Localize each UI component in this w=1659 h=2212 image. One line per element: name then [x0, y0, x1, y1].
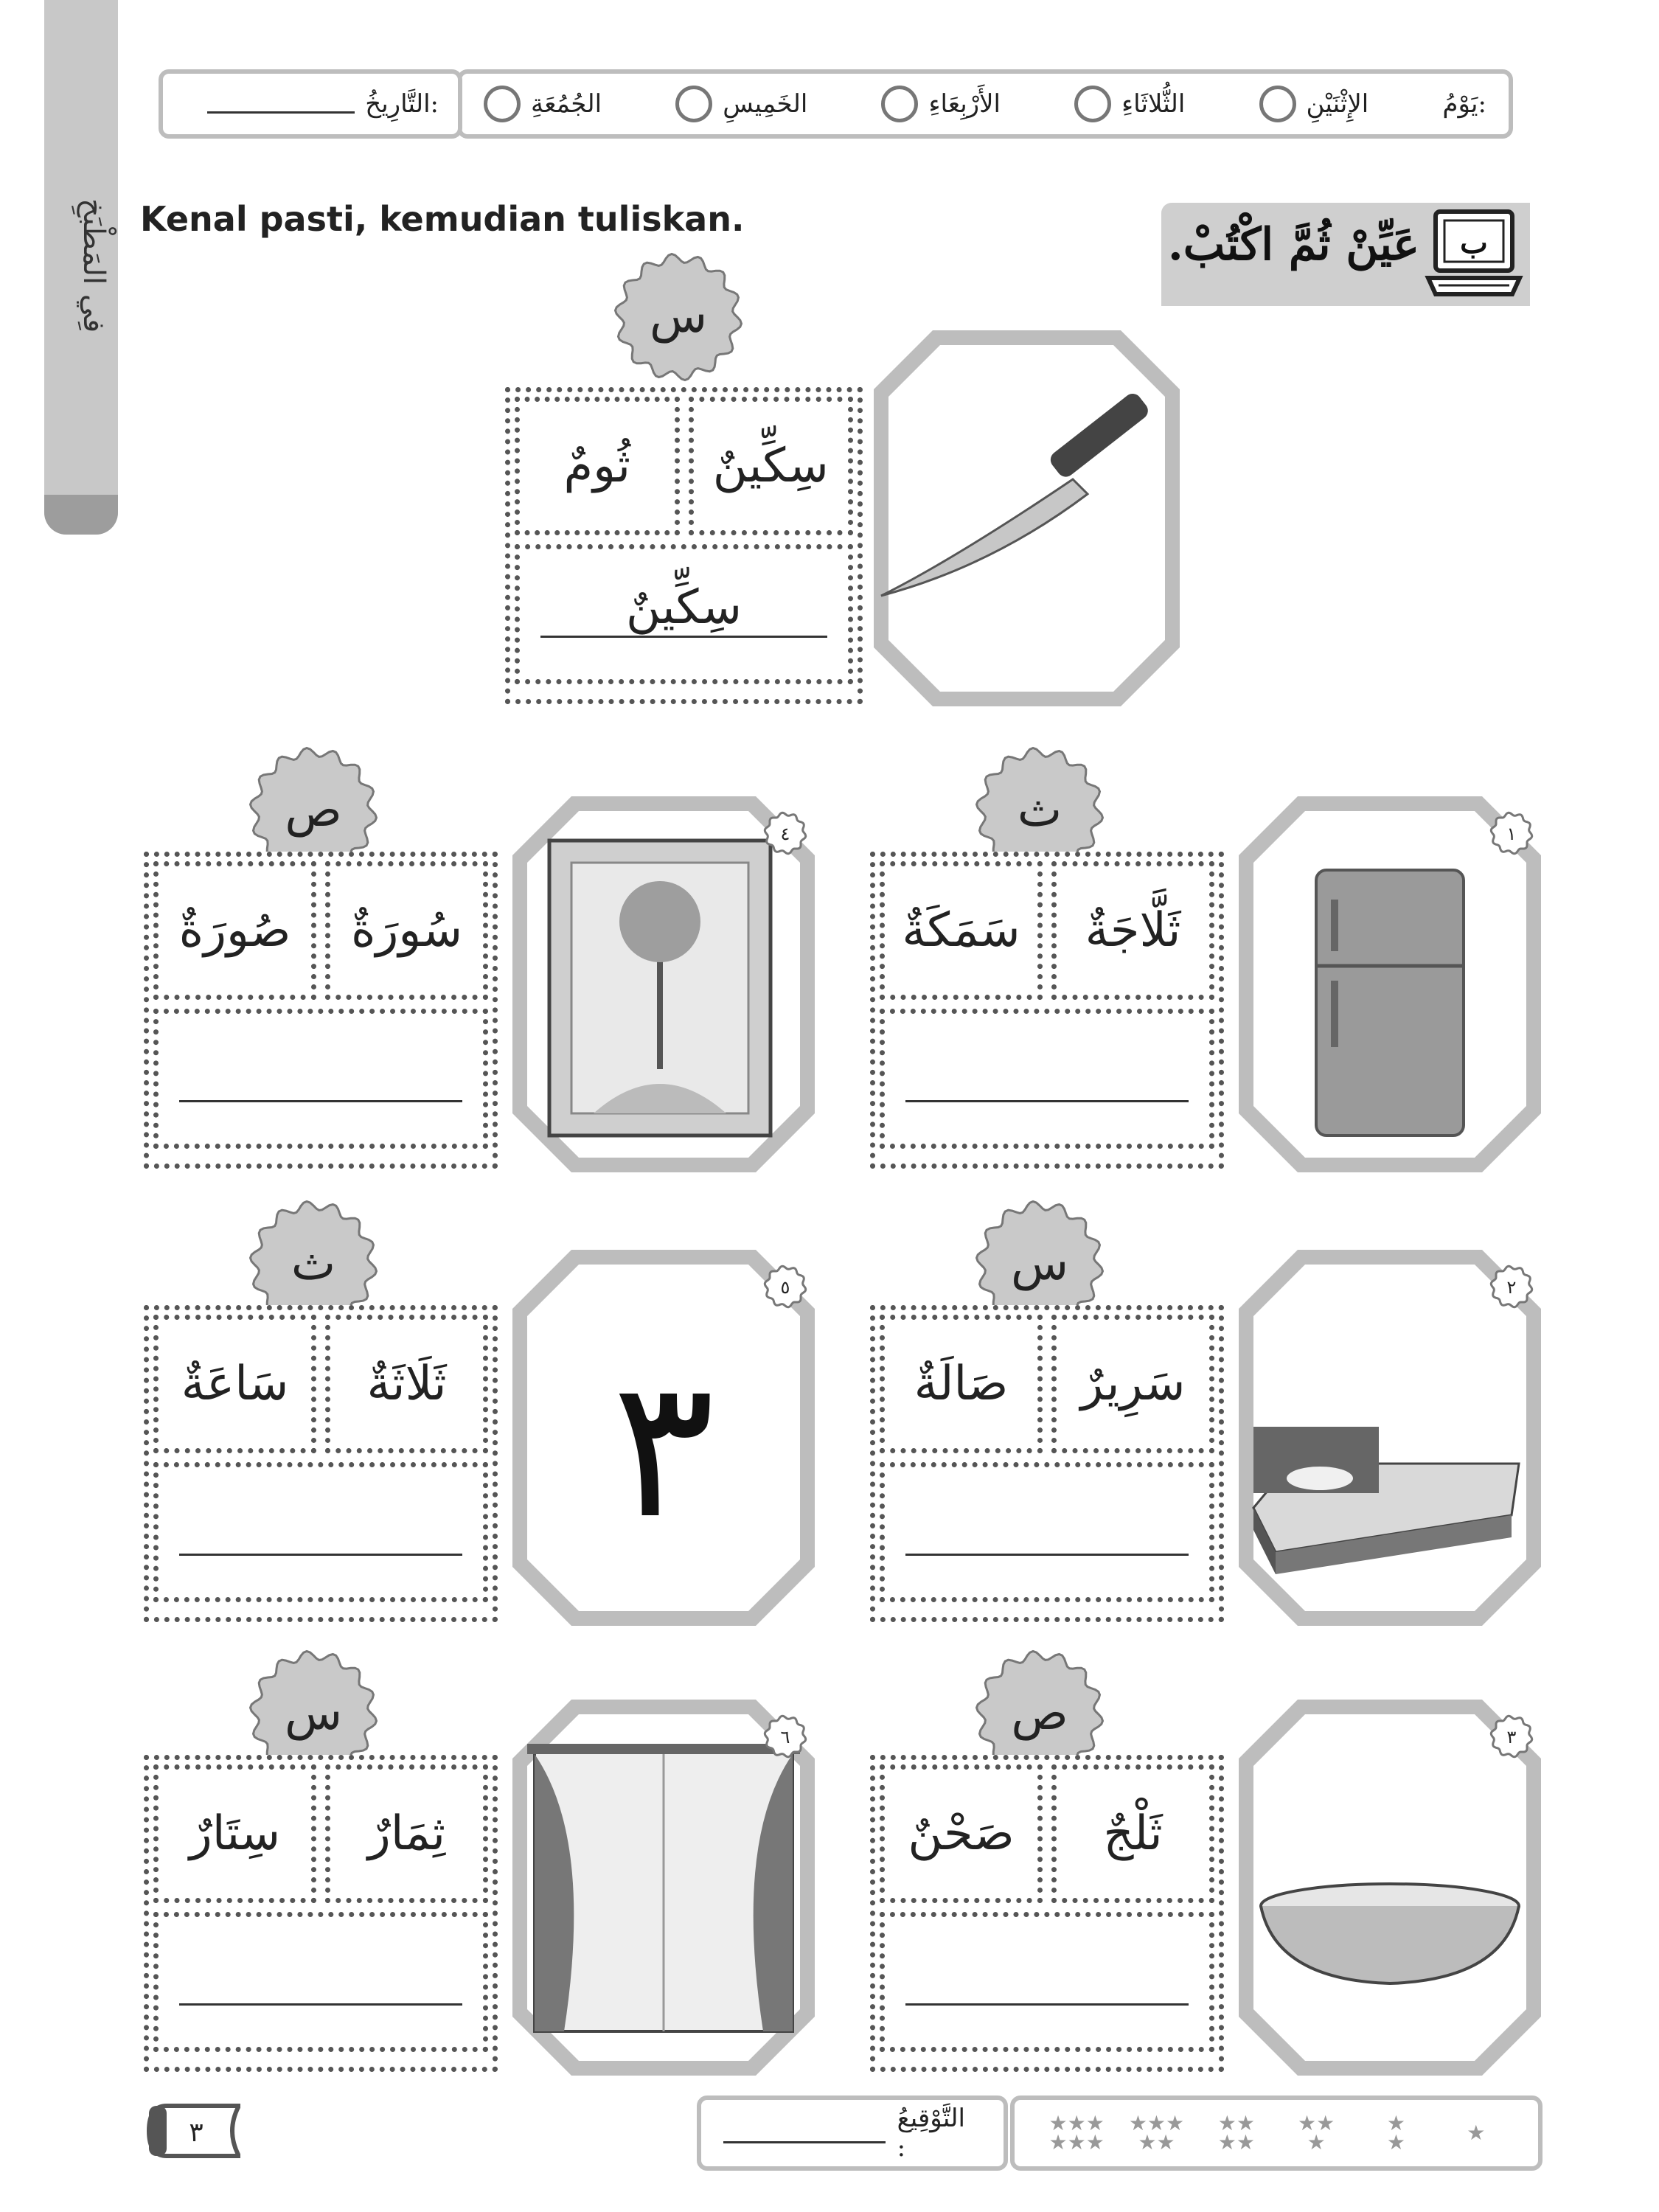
word-choice-2[interactable]: سَاعَةٌ	[153, 1315, 316, 1453]
radio-icon[interactable]	[1074, 86, 1111, 122]
target-letter: س	[284, 1686, 343, 1741]
page-number: ٣	[189, 2118, 204, 2148]
section-letter: ب	[1460, 226, 1488, 260]
item-number: ٦	[780, 1727, 790, 1747]
date-label: التَّارِيخُ:	[365, 89, 439, 119]
svg-text:س: س	[649, 289, 708, 344]
picture-frame	[1231, 789, 1548, 1180]
picture-frame	[505, 1242, 822, 1633]
word-box	[144, 1755, 498, 2072]
radio-icon[interactable]	[1259, 86, 1296, 122]
example-choice-2[interactable]: ثُومٌ	[515, 397, 680, 535]
answer-field[interactable]	[880, 1009, 1214, 1149]
day-option-wednesday[interactable]: الأَرْبِعَاءِ	[881, 86, 1000, 122]
word-choice-2[interactable]: صُورَةٌ	[153, 861, 316, 1000]
star-group-4[interactable]: ★★ ★★	[1217, 2111, 1255, 2154]
item-number: ١	[1506, 824, 1517, 844]
target-letter: ث	[291, 1237, 336, 1291]
target-letter: ص	[1011, 1686, 1068, 1741]
laptop-icon	[1424, 207, 1524, 300]
signature-label: التَّوْقِيعُ :	[897, 2104, 965, 2163]
curtain-icon	[527, 1744, 800, 2031]
picture-frame	[1231, 1242, 1548, 1633]
word-choice-1[interactable]: ثَلَّاجَةٌ	[1051, 861, 1214, 1000]
target-letter: ص	[285, 783, 342, 838]
example-picture-frame	[866, 323, 1051, 662]
numeral-three-text: ٣	[612, 1338, 715, 1561]
chapter-title: فِي المَطْبَخِ	[77, 198, 111, 333]
star-group-1[interactable]: ★	[1467, 2121, 1486, 2145]
signature-box	[697, 2096, 1008, 2171]
radio-icon[interactable]	[675, 86, 712, 122]
answer-field[interactable]	[153, 1912, 488, 2052]
side-tab	[44, 0, 118, 535]
item-number: ٢	[1506, 1277, 1517, 1298]
instruction-arabic: عَيِّنْ ثُمَّ اكْتُبْ.	[1167, 219, 1419, 271]
word-box	[144, 1305, 498, 1622]
word-choice-2[interactable]: سَمَكَةٌ	[880, 861, 1043, 1000]
answer-field[interactable]	[153, 1462, 488, 1602]
word-choice-2[interactable]: سِتَارٌ	[153, 1764, 316, 1903]
picture-frame	[505, 1692, 822, 2083]
day-option-friday[interactable]: الجُمُعَةِ	[484, 86, 602, 122]
example-answer: سِكِّينٌ	[626, 580, 742, 635]
star-group-5[interactable]: ★★★ ★★	[1128, 2111, 1185, 2154]
refrigerator-icon	[1316, 870, 1464, 1135]
day-option-tuesday[interactable]: الثُّلاثَاءِ	[1074, 86, 1185, 122]
target-letter: ث	[1017, 783, 1062, 838]
star-group-6[interactable]: ★★★ ★★★	[1048, 2111, 1105, 2154]
item-number: ٤	[780, 824, 790, 844]
word-choice-1[interactable]: سَرِيرٌ	[1051, 1315, 1214, 1453]
instruction-bar	[1161, 203, 1530, 306]
word-box	[144, 852, 498, 1169]
side-tab-strip	[44, 495, 118, 535]
date-field[interactable]	[207, 111, 355, 114]
instruction-latin: Kenal pasti, kemudian tuliskan.	[140, 199, 745, 239]
word-choice-2[interactable]: صَحْنٌ	[880, 1764, 1043, 1903]
example-choice-1[interactable]: سِكِّينٌ	[689, 397, 854, 535]
word-box	[870, 1305, 1224, 1622]
target-letter: س	[1010, 1237, 1069, 1291]
date-box	[159, 69, 462, 139]
day-label: يَوْمُ:	[1442, 89, 1486, 119]
page-number-tab	[145, 2101, 240, 2160]
word-choice-1[interactable]: ثَلْجٌ	[1051, 1764, 1214, 1903]
answer-field[interactable]	[153, 1009, 488, 1149]
word-box	[870, 852, 1224, 1169]
day-option-thursday[interactable]: الخَمِيسِ	[675, 86, 807, 122]
picture-frame	[1231, 1692, 1548, 2083]
framed-painting-icon	[549, 841, 771, 1135]
day-selector	[457, 69, 1513, 139]
star-group-2[interactable]: ★ ★	[1386, 2111, 1406, 2154]
word-box	[870, 1755, 1224, 2072]
word-choice-1[interactable]: سُورَةٌ	[325, 861, 488, 1000]
knife-icon	[866, 323, 1187, 714]
signature-field[interactable]	[723, 2141, 886, 2143]
example-answer-field	[515, 544, 853, 684]
radio-icon[interactable]	[484, 86, 521, 122]
word-choice-1[interactable]: ثِمَارٌ	[325, 1764, 488, 1903]
example-word-box	[505, 387, 863, 704]
answer-field[interactable]	[880, 1462, 1214, 1602]
star-rating	[1010, 2096, 1543, 2171]
radio-icon[interactable]	[881, 86, 918, 122]
answer-field[interactable]	[880, 1912, 1214, 2052]
word-choice-1[interactable]: ثَلَاثَةٌ	[325, 1315, 488, 1453]
day-option-monday[interactable]: الإِثْنَيْنِ	[1259, 86, 1369, 122]
example-letter-badge	[612, 251, 745, 386]
picture-frame	[505, 789, 822, 1180]
item-number: ٣	[1506, 1727, 1517, 1747]
word-choice-2[interactable]: صَالَةٌ	[880, 1315, 1043, 1453]
star-group-3[interactable]: ★★ ★	[1298, 2111, 1335, 2154]
item-number: ٥	[780, 1277, 790, 1298]
